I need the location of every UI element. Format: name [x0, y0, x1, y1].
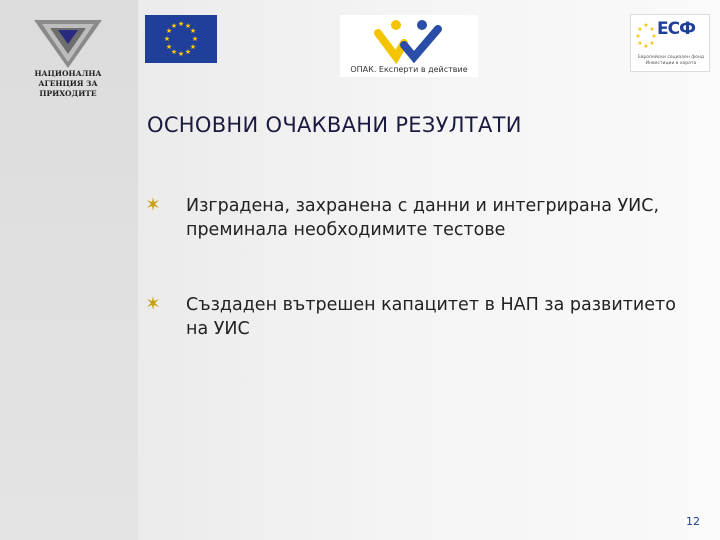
agency-name [14, 69, 122, 99]
svg-text:★: ★ [643, 43, 649, 49]
agency-name-line-3: ПРИХОДИТЕ [39, 89, 97, 98]
slide-title: ОСНОВНИ ОЧАКВАНИ РЕЗУЛТАТИ [147, 113, 522, 137]
svg-text:★: ★ [177, 50, 185, 58]
svg-text:★: ★ [165, 43, 173, 51]
bullet-star-icon [146, 197, 160, 211]
svg-text:★: ★ [184, 48, 192, 56]
page-number: 12 [686, 515, 700, 528]
svg-text:★: ★ [163, 35, 171, 43]
bullet-star-icon [146, 296, 160, 310]
opak-logo [340, 15, 478, 77]
opak-caption: ОПАК. Експерти в действие [350, 65, 468, 74]
svg-text:★: ★ [170, 22, 178, 30]
svg-text:★: ★ [651, 33, 657, 40]
bullet-text: Изградена, захранена с данни и интегрирана УИС, преминала необходимите тестове [186, 196, 660, 240]
svg-text:★: ★ [177, 20, 185, 28]
eu-stars-icon [145, 15, 217, 63]
svg-text:★: ★ [643, 22, 649, 29]
agency-name-line-2: АГЕНЦИЯ ЗА [38, 79, 98, 88]
svg-text:★: ★ [189, 43, 197, 51]
svg-text:★: ★ [637, 26, 643, 33]
esf-caption: Европейски социален фонд Инвестиции в хората [638, 55, 704, 66]
svg-text:★: ★ [189, 27, 197, 35]
svg-text:★: ★ [184, 22, 192, 30]
svg-text:★: ★ [649, 40, 655, 47]
svg-text:★: ★ [649, 26, 655, 33]
svg-text:★: ★ [170, 48, 178, 56]
nap-emblem-icon [32, 18, 104, 70]
svg-text:★: ★ [635, 33, 641, 40]
esf-stars-icon [635, 21, 657, 49]
opak-figures-icon [340, 15, 478, 65]
esf-logo [630, 14, 710, 72]
svg-text:★: ★ [637, 40, 643, 47]
bullet-text: Създаден вътрешен капацитет в НАП за развитието на УИС [186, 295, 676, 339]
svg-text:★: ★ [165, 27, 173, 35]
esf-logo-text: ЕСФ [657, 19, 695, 39]
eu-flag-logo [145, 15, 217, 63]
agency-name-line-1: НАЦИОНАЛНА [34, 69, 102, 78]
svg-text:★: ★ [191, 35, 199, 43]
